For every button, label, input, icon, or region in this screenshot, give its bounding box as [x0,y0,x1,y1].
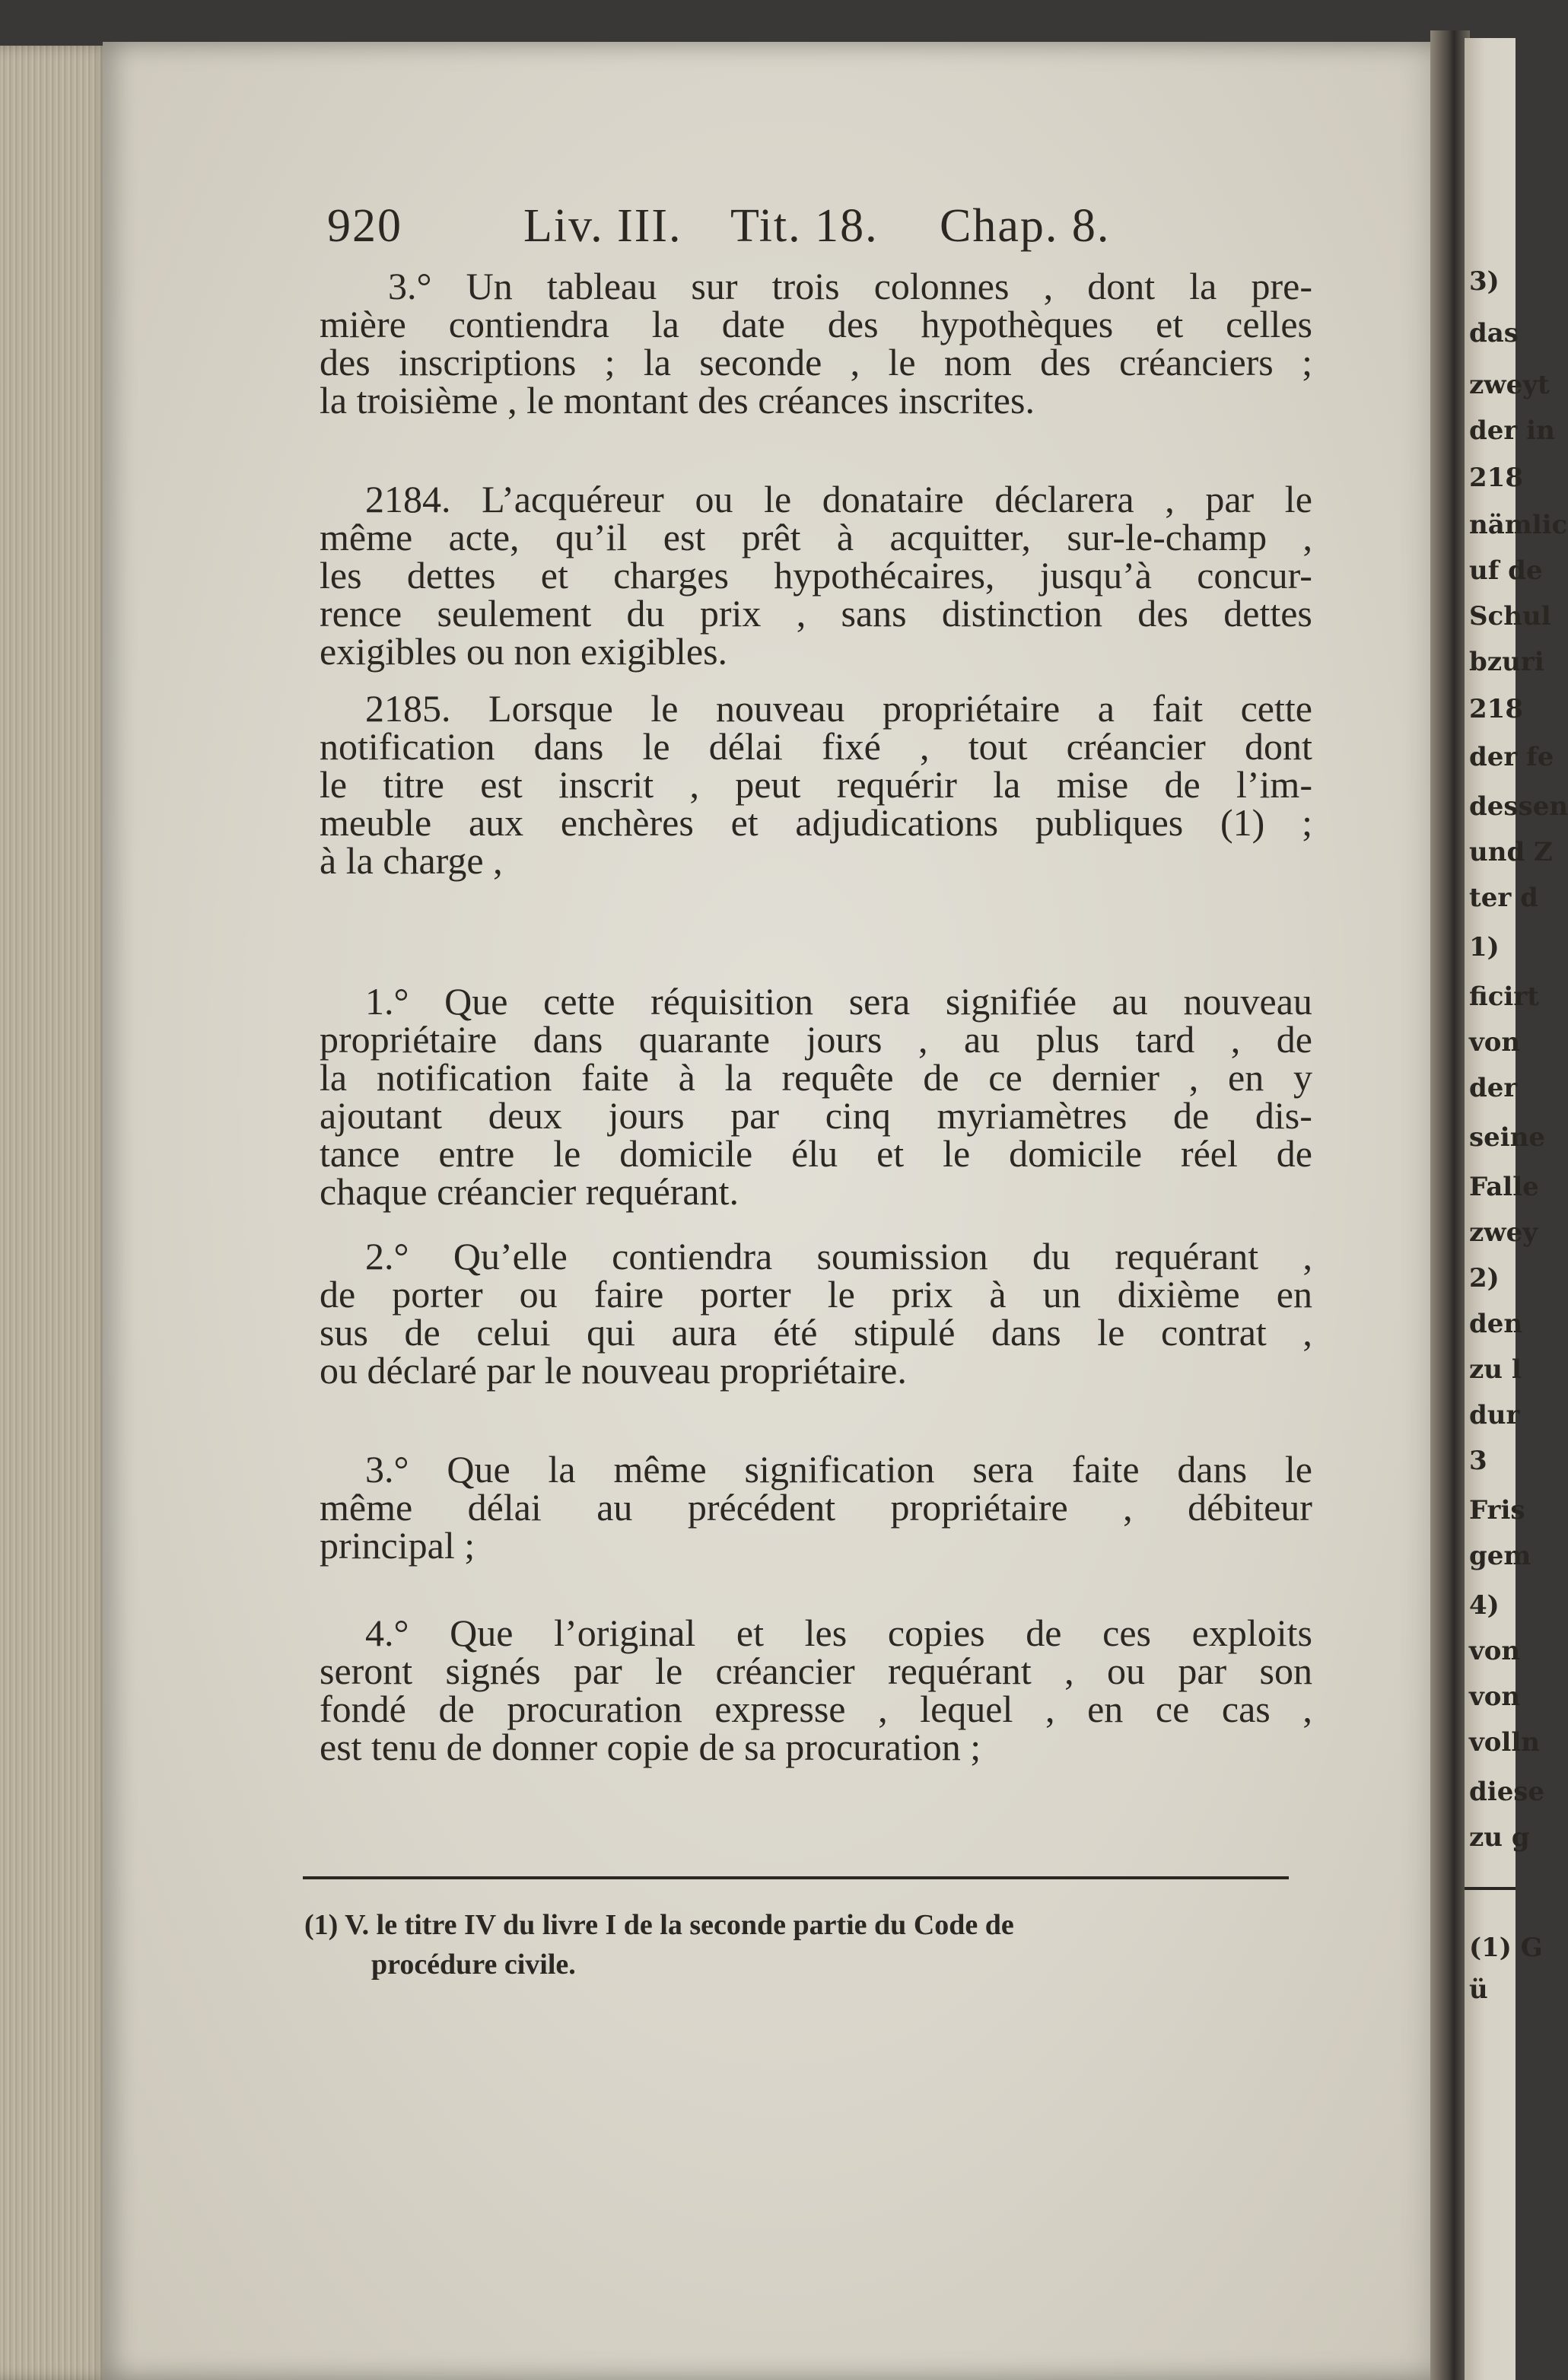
paragraph-4-line-6: chaque créancier requérant. [320,1170,739,1213]
facing-page-fragment-4: der in [1469,415,1555,446]
facing-page-fragment-9: bzuri [1469,647,1544,677]
facing-page-fragment-22: 2) [1469,1263,1500,1293]
facing-page-fragment-26: 3 [1469,1446,1487,1476]
facing-page-fragment-12: dessen [1469,791,1568,822]
running-title-chapter: Chap. 8. [940,200,1111,252]
footnote-line-2: procédure civile. [371,1949,576,1981]
facing-page-fragment-20: Falle [1469,1172,1539,1202]
facing-page-fragment-13: und Z [1469,837,1553,867]
paragraph-7-line-3: fondé de procuration expresse , lequel , en ce cas , [320,1688,1312,1730]
facing-page-fragment-27: Fris [1469,1495,1525,1526]
paragraph-2-line-5: exigibles ou non exigibles. [320,630,728,673]
facing-page-fragment-29: 4) [1469,1590,1500,1621]
facing-page-fragment-32: volln [1469,1727,1540,1758]
paragraph-4-line-4: ajoutant deux jours par cinq myriamètres de dis- [320,1094,1312,1137]
facing-page-fragment-33: diese [1469,1777,1545,1807]
paragraph-3-line-3: le titre est inscrit , peut requérir la mise de l’im- [320,763,1312,806]
facing-page-fragment-36: ü [1469,1974,1488,2005]
facing-page-fragment-19: seine [1469,1122,1546,1153]
paragraph-4-line-1: 1.° Que cette réquisition sera signifiée au nouveau [365,980,1312,1023]
facing-page-fragment-5: 218 [1469,463,1523,493]
facing-page-fragment-24: zu l [1469,1354,1522,1385]
facing-page-fragment-28: gem [1469,1541,1531,1571]
facing-page-fragment-1: 3) [1469,266,1500,297]
paragraph-5-line-4: ou déclaré par le nouveau propriétaire. [320,1349,907,1392]
paragraph-5-line-3: sus de celui qui aura été stipulé dans le contrat , [320,1311,1312,1354]
paragraph-2-line-2: même acte, qu’il est prêt à acquitter, sur-le-champ , [320,516,1312,558]
paragraph-1-line-3: des inscriptions ; la seconde , le nom des créanciers ; [320,341,1312,383]
facing-page-fragment-7: uf de [1469,555,1543,586]
paragraph-3-line-2: notification dans le délai fixé , tout créancier dont [320,725,1312,768]
paragraph-4-line-3: la notification faite à la requête de ce dernier , en y [320,1056,1312,1099]
footnote-rule [303,1876,1289,1879]
paragraph-4-line-2: propriétaire dans quarante jours , au plus tard , de [320,1018,1312,1061]
facing-page-fragment-16: ficirt [1469,982,1539,1012]
paragraph-2-line-3: les dettes et charges hypothécaires, jusqu’à concur- [320,554,1312,597]
facing-page-fragment-31: von [1469,1682,1521,1712]
page-number: 920 [327,200,402,252]
facing-page-fragment-8: Schul [1469,601,1551,632]
facing-page-fragment-18: der [1469,1073,1518,1103]
facing-page-fragment [1465,38,1568,2380]
facing-page-fragment-34: zu g [1469,1822,1530,1853]
paragraph-1-line-4: la troisième , le montant des créances inscrites. [320,379,1035,422]
paragraph-3-line-4: meuble aux enchères et adjudications publiques (1) ; [320,801,1312,844]
paragraph-1-line-2: mière contiendra la date des hypothèques et celles [320,303,1312,345]
facing-page-fragment-21: zwey [1469,1217,1538,1248]
paragraph-3-line-5: à la charge , [320,839,503,882]
paragraph-7-line-4: est tenu de donner copie de sa procuration ; [320,1726,981,1768]
facing-page-fragment-25: dur [1469,1400,1520,1430]
paragraph-7-line-2: seront signés par le créancier requérant , ou par son [320,1650,1312,1692]
running-title-title: Tit. 18. [730,200,879,252]
facing-page-fragment-30: von [1469,1636,1521,1666]
paragraph-4-line-5: tance entre le domicile élu et le domicile réel de [320,1132,1312,1175]
paragraph-7-line-1: 4.° Que l’original et les copies de ces exploits [365,1612,1312,1654]
facing-page-fragment-14: ter d [1469,883,1538,913]
paragraph-6-line-2: même délai au précédent propriétaire , débiteur [320,1486,1312,1529]
facing-page-fragment-23: den [1469,1309,1523,1339]
page-stack-edge [0,46,114,2380]
facing-page-fragment-15: 1) [1469,932,1500,963]
facing-page-fragment-17: von [1469,1027,1521,1058]
paragraph-5-line-1: 2.° Qu’elle contiendra soumission du requérant , [365,1235,1312,1278]
facing-page-fragment-3: zweyt [1469,370,1550,400]
facing-page-fragment-11: der fe [1469,742,1554,772]
running-title-book: Liv. III. [523,200,682,252]
facing-page-fragment-10: 218 [1469,694,1523,724]
facing-page-fragment-35: (1) G [1469,1933,1543,1963]
footnote-line-1: (1) V. le titre IV du livre I de la seconde partie du Code de [304,1909,1014,1941]
paragraph-5-line-2: de porter ou faire porter le prix à un dixième en [320,1273,1312,1316]
facing-page-fragment-2: das [1469,318,1519,348]
facing-page-footnote-rule [1465,1887,1516,1890]
paragraph-1-line-1: 3.° Un tableau sur trois colonnes , dont la pre- [388,265,1312,307]
paragraph-6-line-1: 3.° Que la même signification sera faite dans le [365,1448,1312,1491]
facing-page-fragment-6: nämlic [1469,510,1568,540]
paragraph-2-line-1: 2184. L’acquéreur ou le donataire déclarera , par le [365,478,1312,520]
paragraph-2-line-4: rence seulement du prix , sans distinction des dettes [320,592,1312,635]
paragraph-6-line-3: principal ; [320,1524,475,1567]
paragraph-3-line-1: 2185. Lorsque le nouveau propriétaire a fait cette [365,687,1312,730]
